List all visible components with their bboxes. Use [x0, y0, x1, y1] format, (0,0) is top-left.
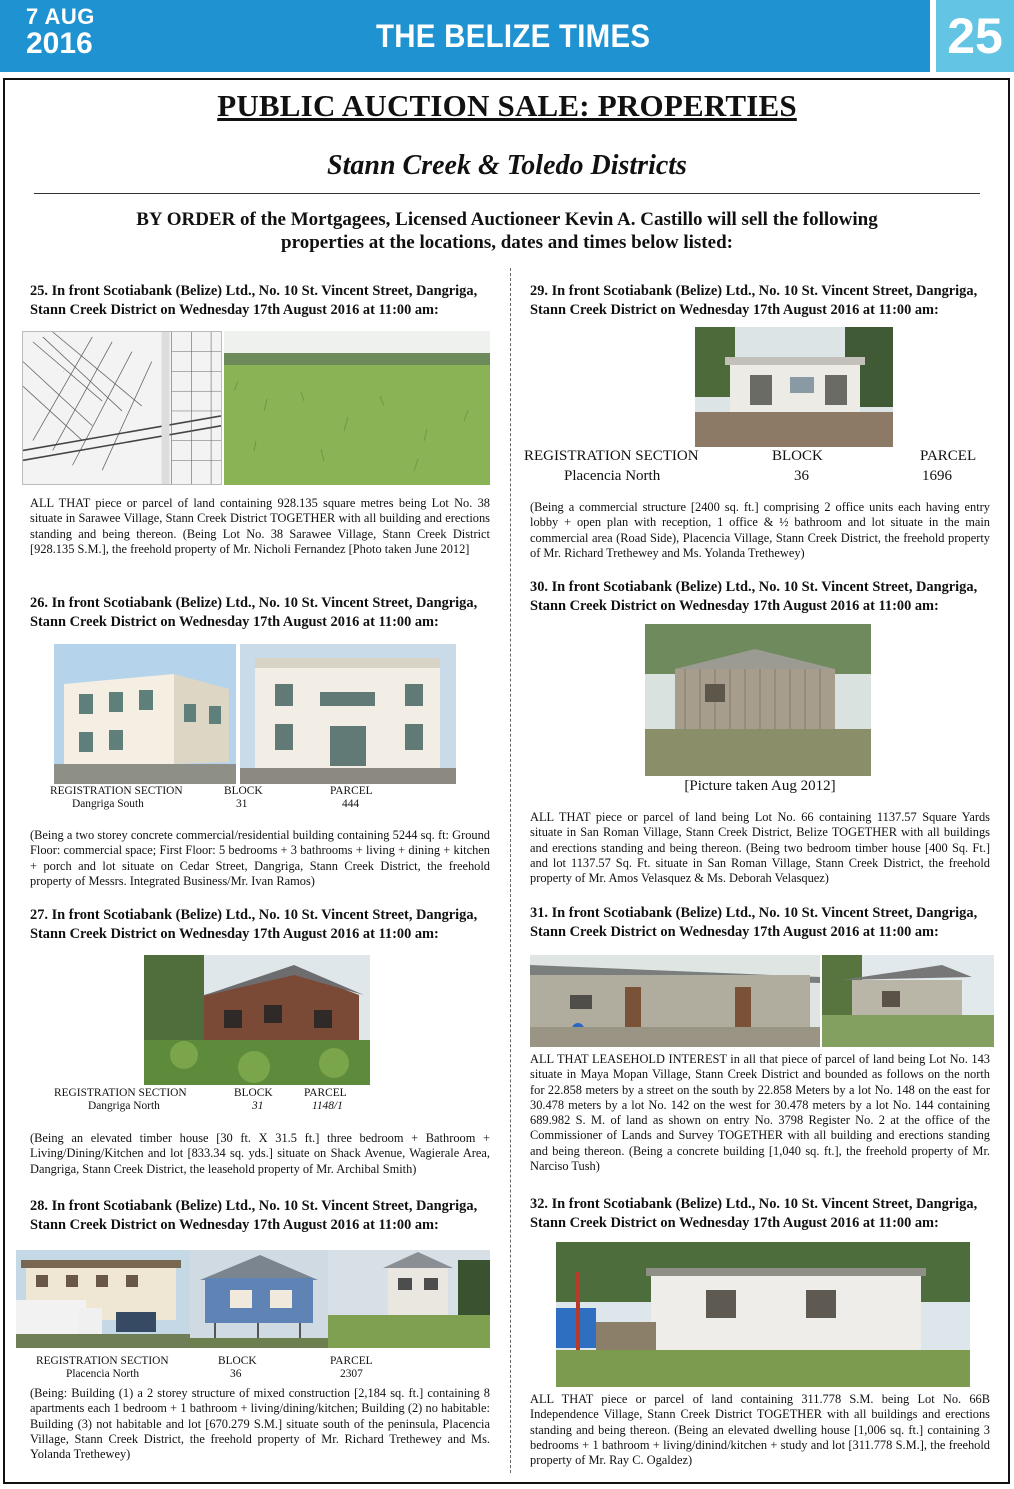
page-number: 25 [936, 0, 1014, 72]
parcel-value: 1148/1 [312, 1100, 343, 1112]
listing-31-photo-a [530, 955, 820, 1047]
block-label: BLOCK [218, 1355, 257, 1367]
block-label: BLOCK [224, 785, 263, 797]
registration-section-label: REGISTRATION SECTION [524, 448, 699, 464]
parcel-label: PARCEL [920, 448, 977, 464]
listing-26-heading: 26. In front Scotiabank (Belize) Ltd., No. 10 St. Vincent Street, Dangriga, Stann Creek District on Wednesday 17th August 2016 at 11:00 am: [30, 595, 478, 630]
listing-26-description: (Being a two storey concrete commercial/residential building containing 5244 sq. ft: Ground Floor: commercial space; First Floor: 5 bedrooms + 3 bathrooms + living + dining + kitchen + porch and lot situate on Cedar Street, Dangriga, Stann Creek District, the freehold property of Messrs. Integrated Business/Mr. Ivan Ramos) [30, 828, 490, 888]
listing-29-photo [695, 327, 893, 447]
listing-32-heading: 32. In front Scotiabank (Belize) Ltd., No. 10 St. Vincent Street, Dangriga, Stann Creek District on Wednesday 17th August 2016 at 11:00 am: [530, 1196, 978, 1231]
parcel-value: 444 [342, 798, 360, 810]
block-value: 36 [794, 468, 809, 484]
registration-section-label: REGISTRATION SECTION [50, 785, 183, 797]
listing-28-description: (Being: Building (1) a 2 storey structure of mixed construction [2,184 sq. ft.] containing 8 apartments each 1 bedroom + 1 bathroom + living/dining/kitchen; Building (2) no habitable: Building (3) not habitable and lot [670.279 S.M.] situate south of the peninsula, Placencia Village, Stann Creek District, the freehold property of Mr. Richard Trethewey and Ms. Yolanda Trethewey) [30, 1386, 490, 1462]
newspaper-title: THE BELIZE TIMES [376, 18, 651, 54]
listing-30-heading: 30. In front Scotiabank (Belize) Ltd., No. 10 St. Vincent Street, Dangriga, Stann Creek District on Wednesday 17th August 2016 at 11:00 am: [530, 579, 978, 614]
listing-27-description: (Being an elevated timber house [30 ft. X 31.5 ft.] three bedroom + Bathroom + Living/Dining/Kitchen and lot [833.34 sq. yds.] situate on Shack Avenue, Wagierale Area, Dangriga, Stann Creek District, the leasehold property of Mr. Archibal Smith) [30, 1131, 490, 1176]
listing-27-photo [144, 955, 370, 1085]
listing-29-registration [524, 447, 988, 487]
issue-date-year: 2016 [26, 27, 93, 60]
parcel-label: PARCEL [330, 785, 373, 797]
listing-31-description: ALL THAT LEASEHOLD INTEREST in all that piece of parcel of land being Lot No. 143 situate in Maya Mopan Village, Stann Creek District and bounded as follows on the north for 22.858 meters by a street on the south by 22.858 Meters by a lot No. 148 on the east for 30.478 meters by a lot No. 142 on the west for 30.478 meters by a lot No. 144 containing 689.982 S. M. of land as shown on entry No. 3798 Register No. 2 at the office of the Commissioner of Lands and Survey TOGETHER with all building and erections standing and being thereon. (Being a concrete building [1,040 sq. ft.], the freehold property of Mr. Narciso Tush) [530, 1052, 990, 1174]
listing-28-registration [30, 1355, 490, 1381]
listing-28-heading: 28. In front Scotiabank (Belize) Ltd., No. 10 St. Vincent Street, Dangriga, Stann Creek District on Wednesday 17th August 2016 at 11:00 am: [30, 1198, 478, 1233]
divider [34, 193, 980, 194]
listing-28-photo-c [328, 1250, 490, 1348]
listing-28-photo-b [190, 1250, 328, 1348]
registration-section-value: Placencia North [66, 1368, 140, 1380]
registration-section-value: Dangriga South [72, 798, 144, 810]
listing-26-registration [30, 785, 490, 811]
listing-25-description: ALL THAT piece or parcel of land containing 928.135 square metres being Lot No. 38 situate in Sarawee Village, Stann Creek District TOGETHER with all building and erections standing and being thereon. (Being Lot No. 38 Sarawee Village, Stann Creek District [928.135 S.M.], the freehold property of Mr. Nicholi Fernandez [Photo taken June 2012] [30, 496, 490, 556]
listing-29-heading: 29. In front Scotiabank (Belize) Ltd., No. 10 St. Vincent Street, Dangriga, Stann Creek District on Wednesday 17th August 2016 at 11:00 am: [530, 283, 978, 318]
listing-30-description: ALL THAT piece or parcel of land being Lot No. 66 containing 1137.57 Square Yards situate in San Roman Village, Stann Creek District, Belize TOGETHER with all buildings and erections standing and being thereon. (Being two bedroom timber house [400 Sq. Ft.] and lot 1137.57 Sq. Ft. situate in San Roman Village, Stann Creek District, the freehold property of Mr. Amos Velasquez & Ms. Deborah Velasquez) [530, 810, 990, 886]
parcel-label: PARCEL [330, 1355, 373, 1367]
listing-25-heading: 25. In front Scotiabank (Belize) Ltd., No. 10 St. Vincent Street, Dangriga, Stann Creek District on Wednesday 17th August 2016 at 11:00 am: [30, 283, 478, 318]
page-subtitle: Stann Creek & Toledo Districts [327, 150, 687, 181]
block-value: 36 [230, 1368, 242, 1380]
parcel-value: 2307 [340, 1368, 363, 1380]
listing-30-photo [645, 624, 871, 776]
page-title: PUBLIC AUCTION SALE: PROPERTIES [217, 88, 797, 123]
column-divider [510, 268, 511, 1473]
listing-26-photo-a [54, 644, 236, 784]
block-label: BLOCK [772, 448, 823, 464]
grass-field-photo [224, 331, 490, 485]
issue-date [26, 6, 95, 59]
masthead [0, 0, 1014, 72]
registration-section-label: REGISTRATION SECTION [54, 1087, 187, 1099]
svg-text:.: . [62, 367, 65, 374]
listing-32-photo [556, 1242, 970, 1387]
parcel-value: 1696 [922, 468, 952, 484]
listing-29-description: (Being a commercial structure [2400 sq. ft.] comprising 2 office units each having entry lobby + open plan with reception, 1 office & ½ bathroom and lot situate in the main commercial area (Road Side), Placencia Village, Stann Creek District, the freehold property of Mr. Richard Trethewey and Ms. Yolanda Trethewey) [530, 500, 990, 560]
photo-caption: [Picture taken Aug 2012] [684, 778, 836, 794]
listing-31-photo-b [822, 955, 994, 1047]
intro-text: BY ORDER of the Mortgagees, Licensed Auctioneer Kevin A. Castillo will sell the following properties at the locations, dates and times below listed: [136, 209, 878, 253]
parcel-label: PARCEL [304, 1087, 347, 1099]
listing-32-description: ALL THAT piece or parcel of land containing 311.778 S.M. being Lot No. 66B Independence Village, Stann Creek District TOGETHER with all buildings and erections standing and being thereon. (Being an elevated dwelling house [1,006 sq. ft.] containing 3 bedrooms + 1 bathroom + living/dinind/kitchen + study and lot [311.778 S.M.], the freehold property of Mr. Ray C. Ogaldez) [530, 1392, 990, 1468]
survey-map-image [22, 331, 222, 485]
block-label: BLOCK [234, 1087, 273, 1099]
issue-date-day: 7 AUG [26, 4, 95, 29]
listing-27-heading: 27. In front Scotiabank (Belize) Ltd., No. 10 St. Vincent Street, Dangriga, Stann Creek District on Wednesday 17th August 2016 at 11:00 am: [30, 907, 478, 942]
listing-27-registration [30, 1087, 490, 1113]
block-value: 31 [252, 1100, 264, 1112]
listing-28-photo-a [16, 1250, 190, 1348]
listing-26-photo-b [240, 644, 456, 784]
registration-section-value: Dangriga North [88, 1100, 160, 1112]
registration-section-label: REGISTRATION SECTION [36, 1355, 169, 1367]
block-value: 31 [236, 798, 248, 810]
registration-section-value: Placencia North [564, 468, 661, 484]
listing-31-heading: 31. In front Scotiabank (Belize) Ltd., No. 10 St. Vincent Street, Dangriga, Stann Creek District on Wednesday 17th August 2016 at 11:00 am: [530, 905, 978, 940]
